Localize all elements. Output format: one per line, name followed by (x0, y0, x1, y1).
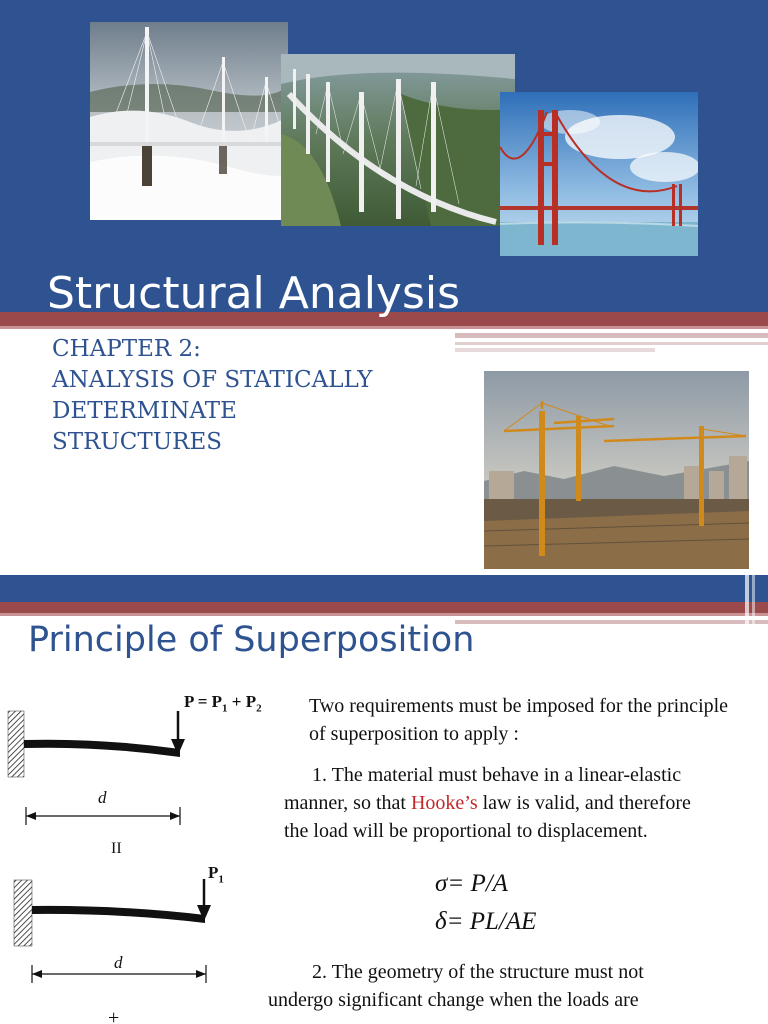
distance-label: d (114, 953, 123, 972)
distance-label: d (98, 788, 107, 807)
suspension-bridge-photo (500, 92, 698, 256)
decorative-stripe (455, 620, 768, 624)
decorative-stripe (745, 575, 749, 630)
intro-line: Two requirements must be imposed for the principle (309, 695, 729, 717)
equals-sign: II (111, 840, 122, 857)
intro-line: of superposition to apply : (309, 723, 519, 745)
decorative-stripe (0, 326, 768, 329)
total-load-label: $P = P_1 + P_2$ (184, 692, 262, 715)
requirement-1-line: manner, so that Hooke’s law is valid, and therefore (284, 792, 691, 814)
cantilever-beam (32, 906, 205, 923)
slide-header-band (0, 575, 768, 602)
cantilever-beam (24, 740, 180, 757)
decorative-stripe (455, 333, 768, 338)
fixed-support-hatch (14, 880, 32, 946)
decorative-stripe (455, 342, 768, 345)
slide-principle-of-superposition (0, 575, 768, 1024)
slide-title: Principle of Superposition (28, 620, 475, 660)
requirement-2-line: undergo significant change when the loads are (268, 989, 639, 1011)
requirement-2-line: 2. The geometry of the structure must not (312, 961, 644, 983)
chapter-line: ANALYSIS OF STATICALLY (52, 367, 373, 393)
decorative-stripe (0, 602, 768, 613)
chapter-line: DETERMINATE (52, 398, 237, 424)
hookes-law-highlight: Hooke’s (410, 792, 478, 814)
decorative-stripe (752, 575, 755, 630)
decorative-stripe (0, 613, 768, 616)
decorative-stripe (455, 348, 655, 352)
load-p1-label: $P_1$ (208, 863, 224, 886)
fixed-support-hatch (8, 711, 24, 777)
requirement-1-line: 1. The material must behave in a linear-elastic (312, 764, 682, 786)
plus-sign: + (108, 1007, 120, 1024)
superposition-beam-figure (0, 675, 290, 1024)
cable-stayed-bridge-fog-photo (90, 22, 288, 220)
chapter-subtitle (52, 334, 452, 458)
requirement-1-line: the load will be proportional to displacement. (284, 820, 648, 842)
viaduct-bridge-photo (281, 54, 515, 226)
stress-equation: σ= P/A (435, 870, 508, 897)
chapter-line: STRUCTURES (52, 429, 222, 455)
slide-title: Structural Analysis (47, 268, 461, 319)
construction-cranes-photo (484, 371, 749, 569)
chapter-line: CHAPTER 2: (52, 336, 201, 362)
deformation-equation: δ= PL/AE (435, 908, 537, 935)
